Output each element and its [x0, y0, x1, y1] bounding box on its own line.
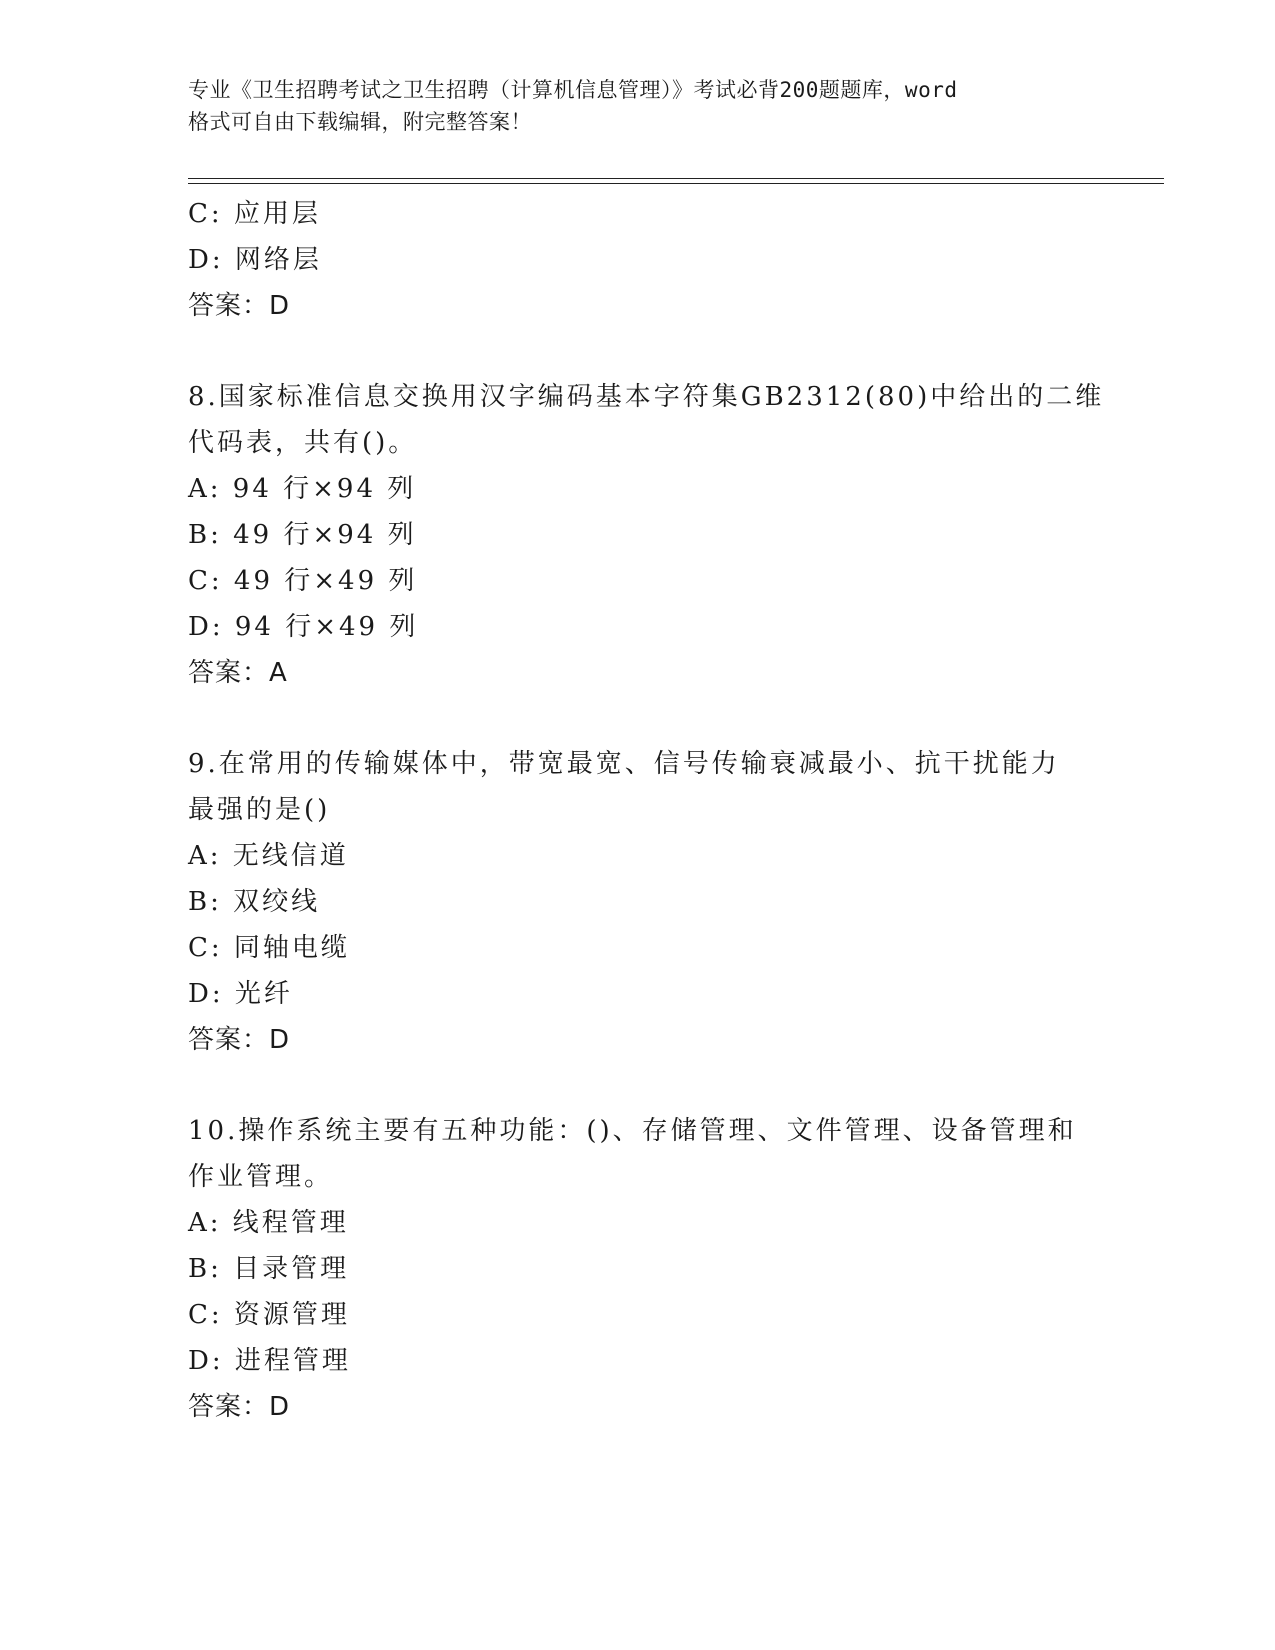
answer-line: 答案：D [188, 291, 291, 321]
option-a: A: 线程管理 [188, 1208, 349, 1238]
answer-line: 答案：D [188, 1025, 291, 1055]
question-stem-line: 作业管理。 [188, 1162, 334, 1192]
option-d: D: 进程管理 [188, 1346, 351, 1376]
option-d: D: 光纤 [188, 979, 293, 1009]
question-stem-line: 8.国家标准信息交换用汉字编码基本字符集GB2312(80)中给出的二维 [188, 382, 1105, 412]
option-b: B: 双绞线 [188, 887, 321, 917]
answer-line: 答案：D [188, 1392, 291, 1422]
header-rule-top [188, 178, 1164, 179]
document-header [188, 74, 1088, 138]
option-d: D: 网络层 [188, 245, 322, 275]
question-spacer [188, 329, 1108, 374]
option-c: C: 资源管理 [188, 1300, 350, 1330]
question-stem-line: 最强的是() [188, 795, 331, 825]
question-stem-line: 代码表，共有()。 [188, 428, 418, 458]
question-stem-line: 10.操作系统主要有五种功能：()、存储管理、文件管理、设备管理和 [188, 1116, 1077, 1146]
option-a: A: 无线信道 [188, 841, 349, 871]
question-list [188, 191, 1108, 1430]
option-c: C: 同轴电缆 [188, 933, 350, 963]
question-8 [188, 374, 1108, 696]
answer-line: 答案：A [188, 658, 288, 688]
option-b: B: 49 行×94 列 [188, 520, 417, 550]
header-title-line-1: 专业《卫生招聘考试之卫生招聘（计算机信息管理）》考试必背200题题库，word [188, 78, 958, 102]
option-d: D: 94 行×49 列 [188, 612, 419, 642]
option-a: A: 94 行×94 列 [188, 474, 417, 504]
question-10 [188, 1108, 1108, 1430]
header-rule-bottom [188, 183, 1164, 184]
option-c: C: 应用层 [188, 199, 321, 229]
question-spacer [188, 696, 1108, 741]
option-b: B: 目录管理 [188, 1254, 350, 1284]
option-c: C: 49 行×49 列 [188, 566, 418, 596]
header-title-line-2: 格式可自由下载编辑，附完整答案！ [188, 110, 532, 134]
question-stem-line: 9.在常用的传输媒体中，带宽最宽、信号传输衰减最小、抗干扰能力 [188, 749, 1060, 779]
question-7-continued [188, 191, 1108, 329]
question-9 [188, 741, 1108, 1063]
question-spacer [188, 1063, 1108, 1108]
